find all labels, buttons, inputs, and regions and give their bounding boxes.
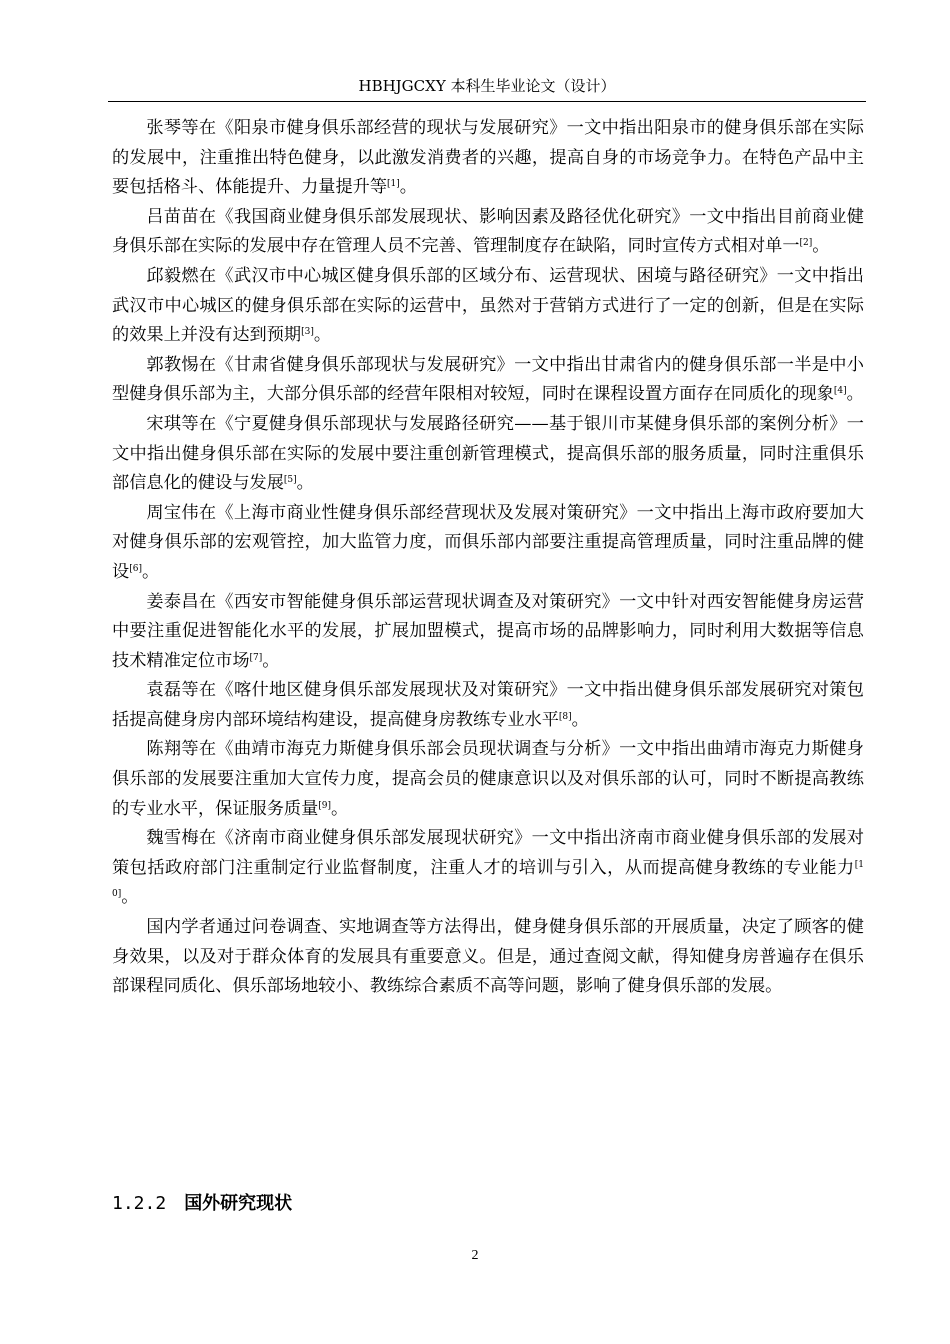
paragraph-end: 。 — [846, 384, 864, 405]
paragraph-text: 魏雪梅在《济南市商业健身俱乐部发展现状研究》一文中指出济南市商业健身俱乐部的发展对策包括政府部门注重制定行业监督制度，注重人才的培训与引入，从而提高健身教练的专业能力 — [112, 828, 864, 878]
citation-ref: [3] — [301, 327, 314, 338]
citation-ref: [2] — [799, 238, 813, 249]
section-number: 1.2.2 — [112, 1193, 167, 1214]
citation-ref: [6] — [129, 563, 142, 574]
paragraph-text: 郭教惕在《甘肃省健身俱乐部现状与发展研究》一文中指出甘肃省内的健身俱乐部一半是中小型健身俱乐部为主，大部分俱乐部的经营年限相对较短，同时在课程设置方面存在同质化的现象 — [112, 354, 864, 405]
paragraph-text: 陈翔等在《曲靖市海克力斯健身俱乐部会员现状调查与分析》一文中指出曲靖市海克力斯健身俱乐部的发展要注重加大宣传力度，提高会员的健康意识以及对俱乐部的认可，同时不断提高教练的专业水平，保证服务质量 — [112, 739, 864, 819]
citation-ref: [10] — [112, 859, 864, 900]
section-heading — [112, 1190, 292, 1218]
paragraph — [112, 410, 864, 499]
section-title: 国外研究现状 — [184, 1193, 293, 1214]
paragraph — [112, 262, 864, 351]
paragraph — [112, 676, 864, 735]
header-title: HBHJGCXY 本科生毕业论文（设计） — [358, 77, 616, 95]
citation-ref: [9] — [318, 800, 332, 811]
paragraph-text: 宋琪等在《宁夏健身俱乐部现状与发展路径研究——基于银川市某健身俱乐部的案例分析》一文中指出健身俱乐部在实际的发展中要注重创新管理模式，提高俱乐部的服务质量，同时注重俱乐部信息化的健设与发展 — [112, 413, 864, 494]
paragraph — [112, 499, 864, 588]
paragraph-end: 。 — [399, 177, 417, 198]
citation-ref: [8] — [558, 711, 572, 722]
paragraph-text: 邱毅燃在《武汉市中心城区健身俱乐部的区域分布、运营现状、困境与路径研究》一文中指出武汉市中心城区的健身俱乐部在实际的运营中，虽然对于营销方式进行了一定的创新，但是在实际的效果上并没有达到预期 — [112, 265, 864, 346]
paragraph-end: 。 — [812, 236, 830, 257]
page-number: 2 — [471, 1248, 479, 1263]
paragraph-end: 。 — [296, 473, 314, 494]
paragraph-end: 。 — [121, 887, 139, 908]
paragraph — [112, 588, 864, 677]
paragraph — [112, 824, 864, 913]
paragraph-end: 。 — [141, 561, 160, 582]
paragraph — [112, 351, 864, 410]
summary-paragraph — [112, 913, 864, 1002]
citation-ref: [7] — [249, 652, 263, 663]
paragraph-text: 姜泰昌在《西安市智能健身俱乐部运营现状调查及对策研究》一文中针对西安智能健身房运营中要注重促进智能化水平的发展，扩展加盟模式，提高市场的品牌影响力，同时利用大数据等信息技术精准定位市场 — [112, 591, 864, 671]
page-header — [108, 76, 866, 102]
paragraph — [112, 114, 864, 203]
paragraph-end: 。 — [262, 650, 280, 671]
paragraph-end: 。 — [313, 325, 332, 346]
paragraph-text: 袁磊等在《喀什地区健身俱乐部发展现状及对策研究》一文中指出健身俱乐部发展研究对策包括提高健身房内部环境结构建设，提高健身房教练专业水平 — [112, 680, 864, 730]
paragraph-text: 国内学者通过问卷调查、实地调查等方法得出，健身健身俱乐部的开展质量，决定了顾客的健身效果，以及对于群众体育的发展具有重要意义。但是，通过查阅文献，得知健身房普遍存在俱乐部课程同质化、俱乐部场地较小、教练综合素质不高等问题，影响了健身俱乐部的发展。 — [112, 917, 864, 997]
body-text — [112, 114, 864, 1002]
paragraph-end: 。 — [331, 798, 349, 819]
paragraph — [112, 735, 864, 824]
paragraph — [112, 203, 864, 262]
paragraph-end: 。 — [571, 709, 589, 730]
paragraph-text: 吕苗苗在《我国商业健身俱乐部发展现状、影响因素及路径优化研究》一文中指出目前商业健身俱乐部在实际的发展中存在管理人员不完善、管理制度存在缺陷，同时宣传方式相对单一 — [112, 206, 864, 257]
citation-ref: [5] — [283, 475, 297, 486]
citation-ref: [4] — [833, 386, 847, 397]
paragraph-text: 张琴等在《阳泉市健身俱乐部经营的现状与发展研究》一文中指出阳泉市的健身俱乐部在实际的发展中，注重推出特色健身，以此激发消费者的兴趣，提高自身的市场竞争力。在特色产品中主要包括格斗、体能提升、力量提升等 — [112, 118, 864, 198]
citation-ref: [1] — [387, 179, 400, 190]
paragraph-text: 周宝伟在《上海市商业性健身俱乐部经营现状及发展对策研究》一文中指出上海市政府要加大对健身俱乐部的宏观管控，加大监管力度，而俱乐部内部要注重提高管理质量，同时注重品牌的健设 — [112, 502, 864, 582]
